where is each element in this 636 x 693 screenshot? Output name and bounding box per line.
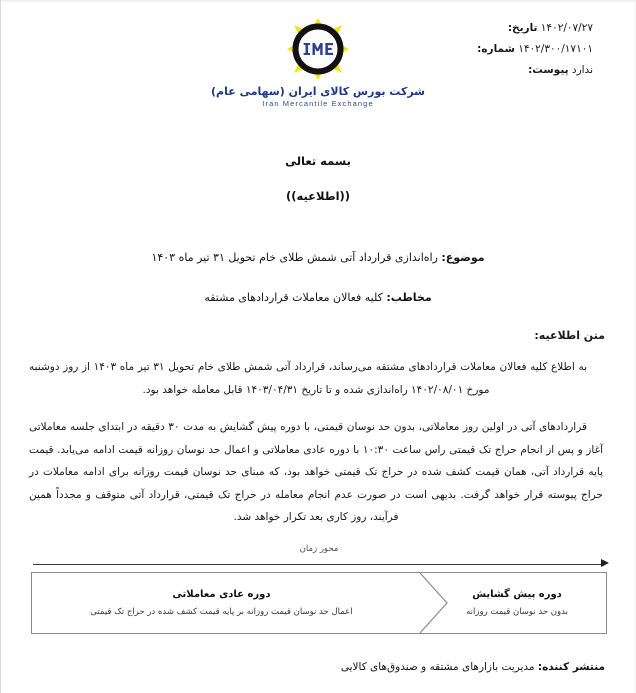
body-paragraph: به اطلاع کلیه فعالان معاملات قراردادهای مشتقه می‌رساند، قرارداد آتی شمش طلای خام تحویل ۳۱ تیر ماه ۱۴۰۳ از روز دوشنبه مورخ ۱۴۰۲/۰۸/۰۱ راه‌اندازی شده و تا تاریخ ۱۴۰۳/۰۴/۳۱ قابل معامله خواهد بود. bbox=[29, 361, 587, 396]
addressee-value: کلیه فعالان معاملات قراردادهای مشتقه bbox=[204, 291, 383, 304]
company-name-fa: شرکت بورس کالای ایران (سهامی عام) bbox=[211, 85, 426, 98]
arrow-right-icon bbox=[601, 559, 609, 567]
attachment-label: پیوست: bbox=[528, 64, 569, 76]
segment-title: دوره پیش گشایش bbox=[472, 588, 562, 600]
subject-field bbox=[31, 249, 605, 267]
announcement-title: ((اطلاعیه)) bbox=[285, 189, 351, 203]
timeline-segment-normal-session bbox=[32, 573, 411, 633]
invocation-block bbox=[1, 154, 635, 203]
timeline-axis-label: محور زمان bbox=[299, 543, 339, 554]
addressee-label: مخاطب: bbox=[386, 291, 432, 304]
body-paragraphs bbox=[1, 356, 635, 529]
segment-title: دوره عادی معاملاتی bbox=[172, 588, 271, 600]
letter-footer bbox=[31, 661, 605, 673]
bismillah-text: بسمه تعالی bbox=[285, 154, 351, 168]
company-name-en: Iran Mercantile Exchange bbox=[262, 99, 374, 108]
trading-session-timeline-diagram bbox=[31, 544, 607, 642]
publisher-value: مدیریت بازارهای مشتقه و صندوق‌های کالایی bbox=[340, 661, 535, 673]
timeline-segment-pre-opening bbox=[428, 573, 606, 633]
segment-subtitle: بدون حد نوسان قیمت روزانه bbox=[466, 606, 568, 617]
segment-subtitle: اعمال حد نوسان قیمت روزانه بر پایه قیمت کشف شده در حراج تک قیمتی bbox=[90, 606, 353, 617]
subject-value: راه‌اندازی قرارداد آتی شمش طلای خام تحویل ۳۱ تیر ماه ۱۴۰۳ bbox=[151, 251, 438, 264]
subject-label: موضوع: bbox=[441, 251, 485, 264]
date-label: تاریخ: bbox=[507, 22, 538, 34]
timeline-bar bbox=[31, 572, 607, 634]
addressee-field bbox=[31, 289, 605, 307]
ime-logo-icon bbox=[287, 18, 349, 80]
letter-fields bbox=[1, 249, 635, 307]
timeline-axis-line bbox=[33, 564, 601, 565]
organization-logo-block bbox=[1, 18, 635, 108]
date-value: ۱۴۰۲/۰۷/۲۷ bbox=[540, 22, 593, 34]
number-label: شماره: bbox=[477, 43, 515, 55]
body-heading: متن اطلاعیه: bbox=[534, 329, 605, 342]
attachment-value: ندارد bbox=[571, 64, 593, 76]
body-paragraph: قراردادهای آتی در اولین روز معاملاتی، بدون حد نوسان قیمتی، با دوره پیش گشایش به مدت ۳۰ دقیقه در ابتدای جلسه معاملاتی آغاز و پس از انجام حراج تک قیمتی راس ساعت ۱۰:۳۰ با دوره عادی معاملاتی و اعمال حد نوسان روزانه قیمت ادامه می‌یابد. قیمت پایه قرارداد آتی، همان قیمت کشف شده در حراج تک قیمتی خواهد بود، که مبنای حد نوسان قیمت روزانه برای ادامه معاملات در حراج پیوسته قرار خواهد گرفت. بدیهی است در صورت عدم انجام معامله در حراج تک قیمتی، قرارداد آتی متوقف و مجدداً همین فرآیند، روز کاری بعد تکرار خواهد شد. bbox=[29, 421, 603, 523]
publisher-label: منتشر کننده: bbox=[537, 661, 605, 673]
letter-header bbox=[1, 0, 635, 136]
number-value: ۱۴۰۲/۳۰۰/۱۷۱۰۱ bbox=[518, 43, 593, 55]
